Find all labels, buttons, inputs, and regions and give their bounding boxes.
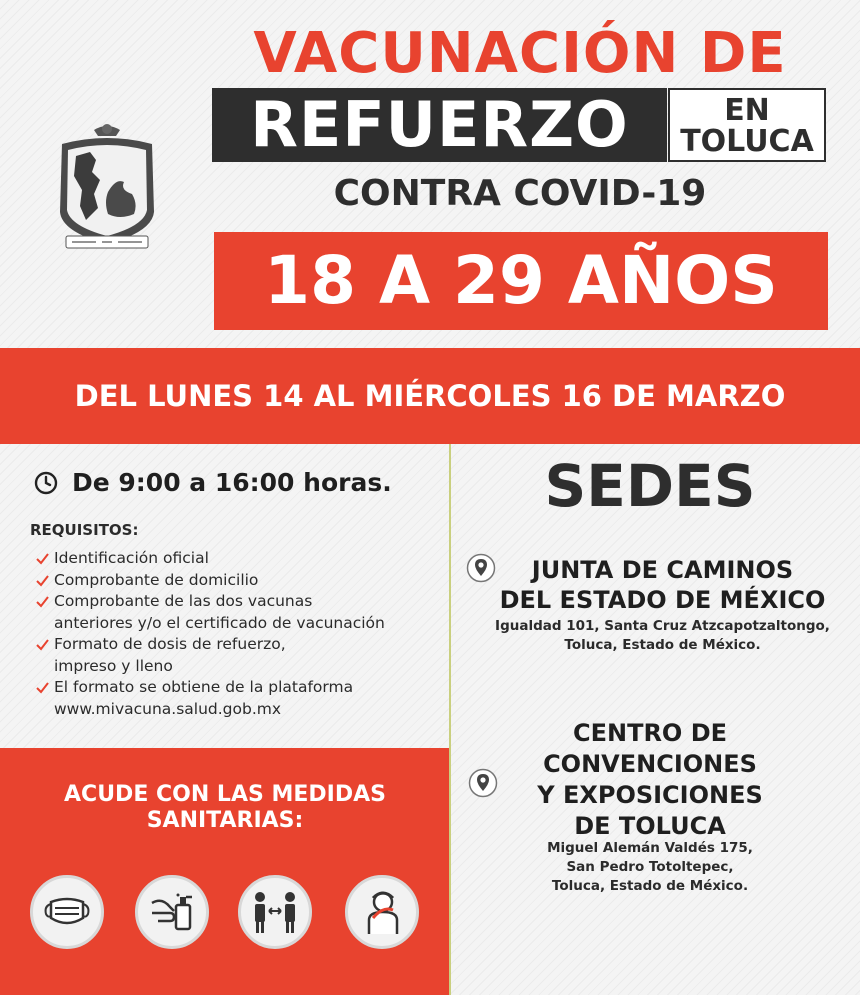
hand-sanitizer-icon <box>135 875 209 949</box>
date-range-text: DEL LUNES 14 AL MIÉRCOLES 16 DE MARZO <box>74 379 786 413</box>
requirement-text: impreso y lleno <box>54 656 173 675</box>
venue-name-line: Y EXPOSICIONES <box>537 781 763 809</box>
venue-address-line: San Pedro Totoltepec, <box>566 859 734 875</box>
schedule-hours: De 9:00 a 16:00 horas. <box>72 468 392 497</box>
venue-address-line: Toluca, Estado de México. <box>564 637 761 653</box>
title-toluca: TOLUCA <box>680 124 814 159</box>
toluca-coat-of-arms-icon <box>56 120 158 260</box>
venues-heading: SEDES <box>544 452 756 520</box>
checkmark-icon <box>36 596 49 608</box>
venue-name-line: JUNTA DE CAMINOS <box>531 556 794 584</box>
requirement-text: Formato de dosis de refuerzo, <box>54 635 286 653</box>
measures-heading <box>10 782 440 834</box>
title-contra-covid: CONTRA COVID-19 <box>333 173 707 214</box>
requirements-heading: REQUISITOS: <box>30 521 139 539</box>
social-distance-icon <box>238 875 312 949</box>
checkmark-icon <box>36 575 49 587</box>
list-item <box>34 677 444 699</box>
venue-name-line: DE TOLUCA <box>574 812 726 840</box>
venue-1-name <box>470 555 855 615</box>
checkmark-icon <box>36 639 49 651</box>
list-item <box>34 634 444 677</box>
venue-2-address <box>500 839 800 896</box>
requirement-text: Comprobante de las dos vacunas <box>54 592 313 610</box>
checkmark-icon <box>36 553 49 565</box>
measures-heading-line: ACUDE CON LAS MEDIDAS <box>64 782 386 807</box>
venue-name-line: CONVENCIONES <box>543 750 757 778</box>
venue-name-line: CENTRO DE <box>572 719 728 747</box>
venue-1-address <box>470 617 855 655</box>
title-en: EN <box>724 93 770 128</box>
registration-url[interactable]: www.mivacuna.salud.gob.mx <box>54 699 282 718</box>
title-refuerzo: REFUERZO <box>250 88 629 161</box>
venue-address-line: Toluca, Estado de México. <box>551 878 749 894</box>
venue-address-line: Miguel Alemán Valdés 175, <box>547 840 753 856</box>
measures-heading-line: SANITARIAS: <box>146 808 304 833</box>
requirements-list <box>34 548 444 720</box>
venue-address-line: Igualdad 101, Santa Cruz Atzcapotzaltongo, <box>495 618 830 634</box>
venue-2-name <box>500 718 800 842</box>
venue-name-line: DEL ESTADO DE MÉXICO <box>499 586 826 614</box>
checkmark-icon <box>36 682 49 694</box>
face-mask-icon <box>30 875 104 949</box>
requirement-text: El formato se obtiene de la plataforma <box>54 678 354 696</box>
clock-icon <box>34 471 58 495</box>
requirement-text: anteriores y/o el certificado de vacunación <box>54 613 385 632</box>
list-item <box>34 570 444 592</box>
list-item <box>34 591 444 634</box>
requirement-text: Comprobante de domicilio <box>54 570 259 589</box>
cough-elbow-icon <box>345 875 419 949</box>
location-pin-icon <box>468 768 498 798</box>
list-item <box>34 548 444 570</box>
column-divider <box>449 444 451 995</box>
requirement-text: Identificación oficial <box>54 549 209 567</box>
title-vacunacion: VACUNACIÓN DE <box>253 21 787 86</box>
age-range: 18 A 29 AÑOS <box>264 242 778 319</box>
